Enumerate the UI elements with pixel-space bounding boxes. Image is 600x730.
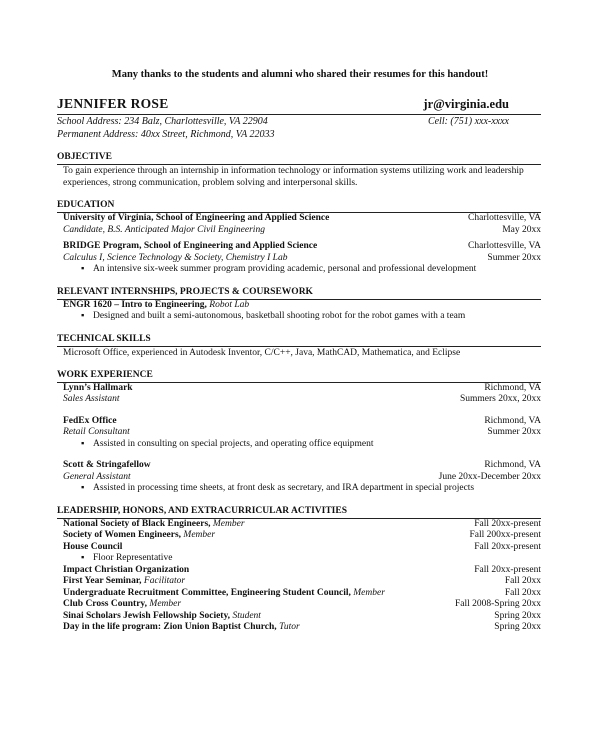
school-address: School Address: 234 Balz, Charlottesville, VA 22904 (57, 116, 268, 127)
employer: FedEx Office (63, 415, 117, 426)
permanent-address-row (57, 128, 541, 141)
job-date: Summers 20xx, 20xx (459, 394, 541, 404)
school-location: Charlottesville, VA (467, 213, 541, 223)
activity-date: Fall 20xx-present (474, 541, 541, 552)
skills-text: Microsoft Office, experienced in Autodesk Inventor, C/C++, Java, MathCAD, Mathematica, and Eclipse (63, 347, 461, 358)
course-name: ENGR 1620 – Intro to Engineering, (63, 299, 207, 310)
leadership-heading: LEADERSHIP, HONORS, AND EXTRACURRICULAR ACTIVITIES (57, 505, 541, 519)
activity-date: Fall 20xx (504, 576, 541, 586)
activity-org: Club Cross Country, (63, 599, 148, 609)
employer-location: Richmond, VA (484, 382, 541, 393)
job-description: Assisted in consulting on special projects, and operating office equipment (93, 438, 374, 449)
education-entry (57, 213, 541, 236)
activity-bullet-text: Floor Representative (93, 553, 173, 563)
activity-bullet (57, 553, 541, 565)
cell-phone: Cell: (751) xxx-xxxx (427, 116, 509, 127)
program-name: BRIDGE Program, School of Engineering and Applied Science (63, 241, 318, 251)
objective-text: To gain experience through an internship in information technology or information systems utilizing work and leadership experiences, strong communication, problem solving and interpersonal skills. (63, 166, 524, 188)
activity-date: Fall 20xx-present (474, 518, 541, 529)
employer: Lynn’s Hallmark (63, 382, 133, 393)
program-description: An intensive six-week summer program providing academic, personal and professional development (93, 264, 477, 274)
education-entry (57, 241, 541, 276)
job-date: June 20xx-December 20xx (438, 471, 541, 482)
employer-location: Richmond, VA (484, 460, 541, 470)
skills-heading: TECHNICAL SKILLS (57, 333, 541, 347)
job-title: Retail Consultant (63, 427, 130, 437)
activity-role: Member (350, 587, 385, 598)
employer-location: Richmond, VA (484, 415, 541, 426)
activity-date: Fall 20xx-present (474, 564, 541, 575)
activity-row (57, 599, 541, 611)
course-entry (57, 300, 541, 323)
employer: Scott & Stringafellow (63, 460, 151, 470)
degree: Candidate, B.S. Anticipated Major Civil Engineering (63, 224, 265, 235)
education-heading: EDUCATION (57, 199, 541, 213)
activity-org: Sinai Scholars Jewish Fellowship Society, (63, 610, 231, 621)
work-heading: WORK EXPERIENCE (57, 369, 541, 383)
permanent-address: Permanent Address: 40xx Street, Richmond, VA 22033 (57, 129, 275, 140)
job-description: Assisted in processing time sheets, at front desk as secretary, and IRA department in special projects (93, 483, 475, 493)
activity-org: First Year Seminar, (63, 576, 142, 586)
bullet-icon: ▪ (81, 553, 85, 563)
activity-org: Undergraduate Recruitment Committee, Engineering Student Council, (63, 587, 351, 598)
school-name: University of Virginia, School of Engineering and Applied Science (63, 213, 330, 223)
job-title: Sales Assistant (63, 394, 120, 404)
address-row (57, 115, 541, 128)
bullet-icon: ▪ (81, 438, 85, 449)
course-role: Robot Lab (206, 299, 250, 310)
course-description: Designed and built a semi-autonomous, basketball shooting robot for the robot games with a team (93, 311, 466, 321)
work-entry (57, 383, 541, 406)
resume-content (57, 96, 541, 634)
activity-org: Society of Women Engineers, (63, 530, 182, 540)
activity-list (57, 519, 541, 634)
activity-date: Spring 20xx (494, 622, 541, 632)
activity-row (57, 588, 541, 600)
activity-date: Fall 2008-Spring 20xx (454, 599, 541, 609)
activity-row (57, 622, 541, 634)
activity-row (57, 542, 541, 554)
activity-row (57, 530, 541, 542)
candidate-name: JENNIFER ROSE (57, 96, 169, 111)
activity-row (57, 519, 541, 531)
degree-date: May 20xx (502, 224, 541, 235)
activity-role: Facilitator (141, 576, 186, 586)
activity-date: Spring 20xx (494, 610, 541, 621)
activity-role: Member (181, 530, 216, 540)
bullet-icon: ▪ (81, 311, 85, 321)
activity-role: Tutor (276, 622, 300, 632)
activity-org: National Society of Black Engineers, (63, 518, 211, 529)
activity-org: Day in the life program: Zion Union Baptist Church, (63, 622, 277, 632)
activity-date: Fall 200xx-present (469, 530, 541, 540)
activity-org: House Council (63, 541, 123, 552)
bullet-icon: ▪ (81, 483, 85, 493)
internships-heading: RELEVANT INTERNSHIPS, PROJECTS & COURSEWORK (57, 286, 541, 300)
activity-role: Student (230, 610, 261, 621)
job-date: Summer 20xx (487, 427, 541, 437)
activity-role: Member (210, 518, 245, 529)
work-entry (57, 416, 541, 451)
program-location: Charlottesville, VA (467, 241, 541, 251)
activity-row (57, 565, 541, 577)
bullet-icon: ▪ (81, 264, 85, 274)
banner: Many thanks to the students and alumni who shared their resumes for this handout! (111, 69, 489, 80)
activity-org: Impact Christian Organization (63, 564, 190, 575)
email: jr@virginia.edu (423, 97, 509, 111)
header (57, 96, 541, 112)
job-title: General Assistant (63, 471, 131, 482)
activity-row (57, 611, 541, 623)
work-entry (57, 460, 541, 495)
activity-date: Fall 20xx (504, 587, 541, 598)
program-courses: Calculus I, Science Technology & Society, Chemistry I Lab (63, 252, 288, 263)
program-date: Summer 20xx (487, 252, 541, 263)
objective-heading: OBJECTIVE (57, 151, 541, 165)
activity-role: Member (147, 599, 182, 609)
activity-row (57, 576, 541, 588)
